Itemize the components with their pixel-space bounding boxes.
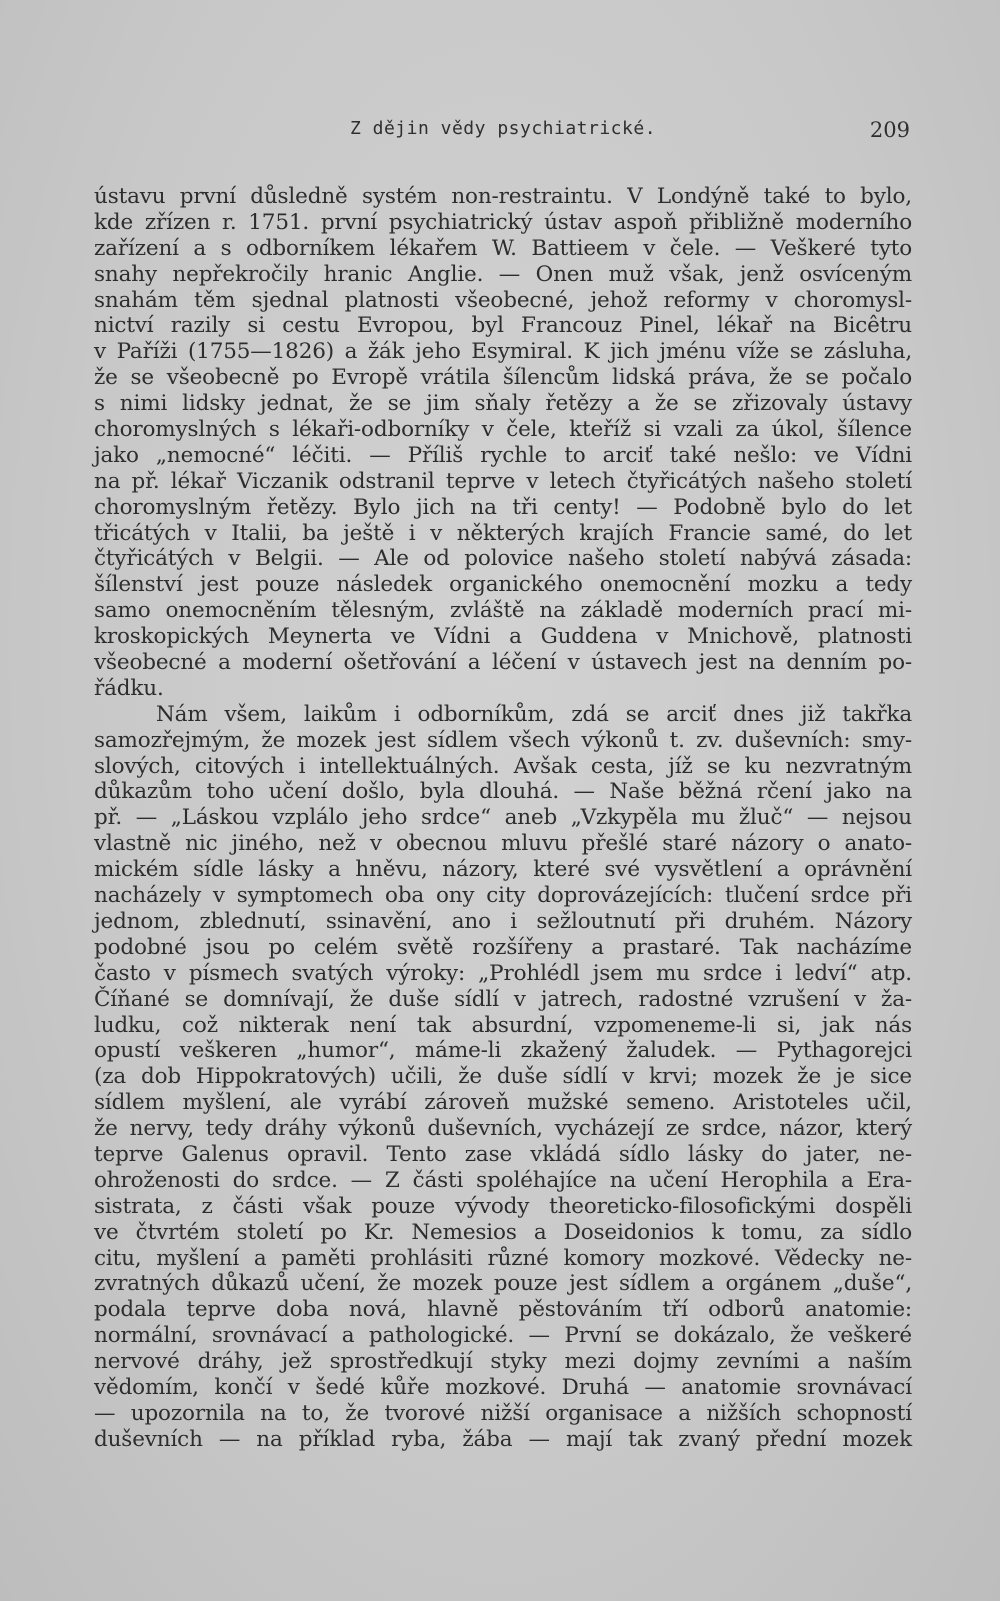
text-line: třicátých v Italii, ba ještě i v některých krajích Francie samé, do let: [94, 520, 912, 546]
body-text: [94, 184, 912, 1453]
text-line: často v písmech svatých výroky: „Prohlédl jsem mu srdce i ledví“ atp.: [94, 960, 912, 986]
text-line: čtyřicátých v Belgii. — Ale od polovice našeho století nabývá zásada:: [94, 546, 912, 572]
text-line: Číňané se domnívají, že duše sídlí v jatrech, radostné vzrušení v ža-: [94, 986, 912, 1012]
text-line: (za dob Hippokratových) učili, že duše sídlí v krvi; mozek že je sice: [94, 1064, 912, 1090]
text-line: zařízení a s odborníkem lékařem W. Battieem v čele. — Veškeré tyto: [94, 235, 912, 261]
text-line: ohroženosti do srdce. — Z části spoléhajíce na učení Herophila a Era-: [94, 1167, 912, 1193]
text-line: jako „nemocné“ léčiti. — Příliš rychle to arciť také nešlo: ve Vídni: [94, 442, 912, 468]
page-number: 209: [869, 118, 910, 142]
text-line: opustí veškeren „humor“, máme-li zkažený žaludek. — Pythagorejci: [94, 1038, 912, 1064]
text-line: podala teprve doba nová, hlavně pěstováním tří odborů anatomie:: [94, 1297, 912, 1323]
text-line: že se všeobecně po Evropě vrátila šílencům lidská práva, že se počalo: [94, 365, 912, 391]
text-line: samozřejmým, že mozek jest sídlem všech výkonů t. zv. duševních: smy-: [94, 727, 912, 753]
text-line: nictví razily si cestu Evropou, byl Francouz Pinel, lékař na Bicêtru: [94, 313, 912, 339]
text-line: sídlem myšlení, ale vyrábí zároveň mužské semeno. Aristoteles učil,: [94, 1090, 912, 1116]
text-line: všeobecné a moderní ošetřování a léčení v ústavech jest na denním po-: [94, 650, 912, 676]
text-line: ve čtvrtém století po Kr. Nemesios a Doseidonios k tomu, za sídlo: [94, 1219, 912, 1245]
text-line: choromyslných s lékaři-odborníky v čele, kteříž si vzali za úkol, šílence: [94, 417, 912, 443]
text-line: teprve Galenus opravil. Tento zase vkládá sídlo lásky do jater, ne-: [94, 1141, 912, 1167]
text-line: na př. lékař Viczanik odstranil teprve v letech čtyřicátých našeho století: [94, 468, 912, 494]
text-line: v Paříži (1755—1826) a žák jeho Esymiral. K jich jménu víže se zásluha,: [94, 339, 912, 365]
running-header: [96, 118, 910, 148]
text-line: př. — „Láskou vzplálo jeho srdce“ aneb „Vzkypěla mu žluč“ — nejsou: [94, 805, 912, 831]
text-line: normální, srovnávací a pathologické. — První se dokázalo, že veškeré: [94, 1323, 912, 1349]
text-line: — upozornila na to, že tvorové nižší organisace a nižších schopností: [94, 1400, 912, 1426]
text-line: jednom, zblednutí, ssinavění, ano i sežloutnutí při druhém. Názory: [94, 908, 912, 934]
running-title: Z dějin vědy psychiatrické.: [349, 118, 657, 139]
text-line: mickém sídle lásky a hněvu, názory, které své vysvětlení a oprávnění: [94, 857, 912, 883]
text-line: vlastně nic jiného, než v obecnou mluvu přešlé staré názory o anato-: [94, 831, 912, 857]
paragraph-start-line: Nám všem, laikům i odborníkům, zdá se arciť dnes již takřka: [156, 701, 912, 727]
text-line: kde zřízen r. 1751. první psychiatrický ústav aspoň přibližně moderního: [94, 209, 912, 235]
text-line: ústavu první důsledně systém non-restraintu. V Londýně také to bylo,: [94, 184, 912, 209]
text-line: snahy nepřekročily hranic Anglie. — Onen muž však, jenž osvíceným: [94, 261, 912, 287]
text-line: šílenství jest pouze následek organického onemocnění mozku a tedy: [94, 572, 912, 598]
text-line: ludku, což nikterak není tak absurdní, vzpomeneme-li si, jak nás: [94, 1012, 912, 1038]
text-line: slových, citových i intellektuálných. Avšak cesta, jíž se ku nezvratným: [94, 753, 912, 779]
text-line: citu, myšlení a paměti prohlásiti různé komory mozkové. Vědecky ne-: [94, 1245, 912, 1271]
text-line: zvratných důkazů učení, že mozek pouze jest sídlem a orgánem „duše“,: [94, 1271, 912, 1297]
text-line: důkazům toho učení došlo, byla dlouhá. — Naše běžná rčení jako na: [94, 779, 912, 805]
text-line: kroskopických Meynerta ve Vídni a Guddena v Mnichově, platnosti: [94, 624, 912, 650]
text-line: sistrata, z části však pouze vývody theoreticko-filosofickými dospěli: [94, 1193, 912, 1219]
paragraph-end-line: řádku.: [94, 675, 164, 701]
text-line: podobné jsou po celém světě rozšířeny a prastaré. Tak nacházíme: [94, 934, 912, 960]
text-line: choromyslným řetězy. Bylo jich na tři centy! — Podobně bylo do let: [94, 494, 912, 520]
text-line: nacházely v symptomech oba ony city doprovázejících: tlučení srdce při: [94, 883, 912, 909]
text-line: s nimi lidsky jednat, že se jim sňaly řetězy a že se zřizovaly ústavy: [94, 391, 912, 417]
text-line: samo onemocněním tělesným, zvláště na základě moderních prací mi-: [94, 598, 912, 624]
text-line: že nervy, tedy dráhy výkonů duševních, vycházejí ze srdce, názor, který: [94, 1116, 912, 1142]
text-line: snahám těm sjednal platnosti všeobecné, jehož reformy v choromysl-: [94, 287, 912, 313]
text-line: nervové dráhy, jež sprostředkují styky mezi dojmy zevními a naším: [94, 1349, 912, 1375]
text-line: duševních — na příklad ryba, žába — mají tak zvaný přední mozek: [94, 1426, 912, 1452]
text-line: vědomím, končí v šedé kůře mozkové. Druhá — anatomie srovnávací: [94, 1374, 912, 1400]
